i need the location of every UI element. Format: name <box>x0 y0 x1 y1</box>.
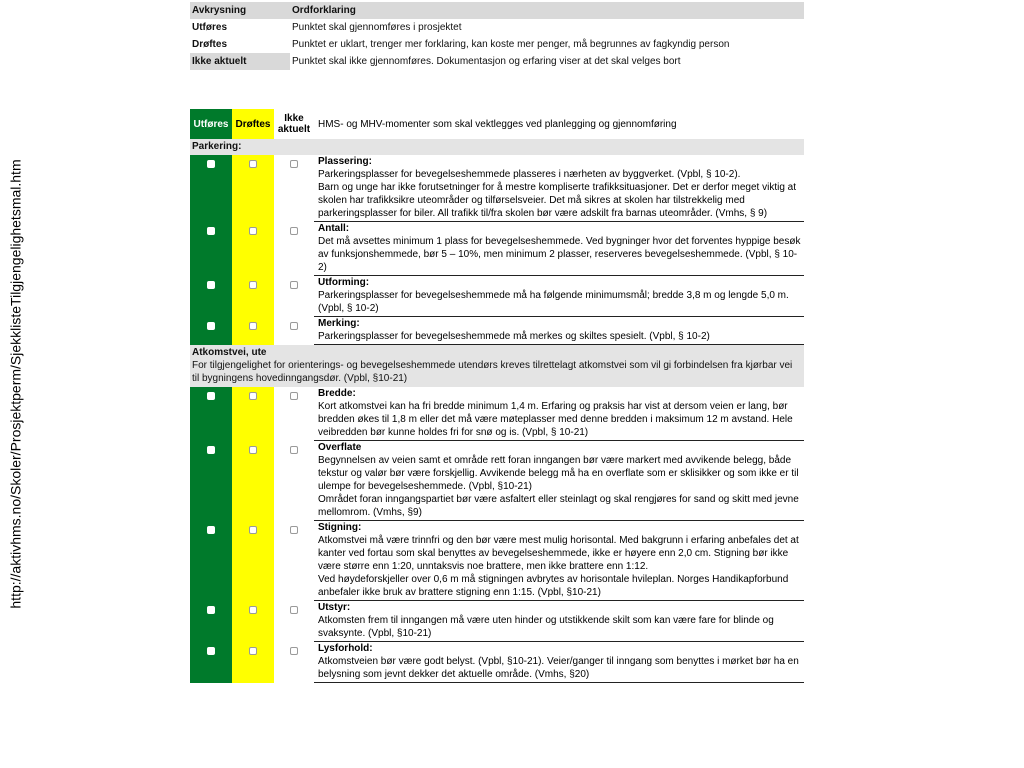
checklist-item <box>190 601 804 642</box>
section-header <box>190 345 804 387</box>
checkbox-droftes[interactable] <box>249 392 257 400</box>
checklist-main <box>190 109 804 683</box>
item-body: Kort atkomstvei kan ha fri bredde minimum 1,4 m. Erfaring og praksis har vist at dersom veien er lang, bør bredden økes til 1,8 m eller det må være møteplasser med denne bredden i maksimum 12 m avstand. Hele veibredden bør kunne holdes fri for snø og is. (Vpbl, § 10-21) <box>318 401 793 438</box>
cell-utfores <box>190 521 232 601</box>
cell-droftes <box>232 387 274 441</box>
checklist-item <box>190 276 804 317</box>
legend-def: Punktet skal ikke gjennomføres. Dokumentasjon og erfaring viser at det skal velges bort <box>292 56 681 67</box>
checklist-item <box>190 222 804 276</box>
checkbox-ikke-aktuelt[interactable] <box>290 160 298 168</box>
column-header-utfores: Utføres <box>190 109 232 139</box>
checkbox-ikke-aktuelt[interactable] <box>290 526 298 534</box>
cell-ikke-aktuelt <box>274 387 314 441</box>
checklist-item <box>190 441 804 521</box>
item-title: Merking: <box>318 318 360 329</box>
item-title: Plassering: <box>318 156 372 167</box>
section-title: Atkomstvei, ute <box>192 347 267 358</box>
cell-utfores <box>190 317 232 345</box>
cell-droftes <box>232 317 274 345</box>
cell-utfores <box>190 387 232 441</box>
checklist-item <box>190 387 804 441</box>
item-description <box>314 222 804 276</box>
cell-utfores <box>190 222 232 276</box>
checklist-sections <box>190 139 804 683</box>
checklist-item <box>190 155 804 222</box>
checkbox-utfores[interactable] <box>207 526 215 534</box>
cell-utfores <box>190 441 232 521</box>
cell-droftes <box>232 601 274 642</box>
checkbox-ikke-aktuelt[interactable] <box>290 446 298 454</box>
checkbox-ikke-aktuelt[interactable] <box>290 227 298 235</box>
item-title: Stigning: <box>318 522 362 533</box>
item-description <box>314 521 804 601</box>
checklist-item <box>190 317 804 345</box>
checkbox-utfores[interactable] <box>207 647 215 655</box>
cell-droftes <box>232 642 274 683</box>
column-header-droftes: Drøftes <box>232 109 274 139</box>
checkbox-droftes[interactable] <box>249 606 257 614</box>
item-body: Atkomstveien bør være godt belyst. (Vpbl, §10-21). Veier/ganger til inngang som benyttes i mørket bør ha en belysning som jevnt dekker det aktuelle område. (Vmhs, §20) <box>318 656 799 680</box>
legend-def: Punktet er uklart, trenger mer forklaring, kan koste mer penger, må begrunnes av fagkyndig person <box>292 39 730 50</box>
section-title: Parkering: <box>192 141 242 152</box>
section-header <box>190 139 804 155</box>
item-body: Atkomsten frem til inngangen må være uten hinder og utstikkende skilt som kan være fare for blinde og svaksynte. (Vpbl, §10-21) <box>318 615 774 639</box>
checkbox-ikke-aktuelt[interactable] <box>290 647 298 655</box>
item-title: Utstyr: <box>318 602 351 613</box>
checkbox-utfores[interactable] <box>207 392 215 400</box>
checkbox-droftes[interactable] <box>249 647 257 655</box>
item-body: Begynnelsen av veien samt et område rett foran inngangen bør være markert med avvikende belegg, både tekstur og valør bør være forskjellig. Avvikende belegg må ha en overflate som er sklisikker og som ikke er til ulempe for bevegelseshemmede. (Vpbl, §10-21) Området foran inngangspartiet bør være asfaltert eller steinlagt og skal rengjøres for sand og skitt med jevne mellomrom. (Vmhs, §9) <box>318 455 799 518</box>
item-title: Lysforhold: <box>318 643 373 654</box>
checkbox-utfores[interactable] <box>207 281 215 289</box>
cell-ikke-aktuelt <box>274 222 314 276</box>
cell-droftes <box>232 276 274 317</box>
column-header-row <box>190 109 804 139</box>
cell-ikke-aktuelt <box>274 521 314 601</box>
cell-utfores <box>190 276 232 317</box>
checkbox-droftes[interactable] <box>249 526 257 534</box>
source-url <box>4 0 28 768</box>
legend-row <box>190 53 804 70</box>
item-description <box>314 276 804 317</box>
legend-term: Utføres <box>192 22 228 33</box>
item-description <box>314 441 804 521</box>
checklist-item <box>190 642 804 683</box>
checkbox-droftes[interactable] <box>249 227 257 235</box>
item-description <box>314 155 804 222</box>
item-body: Parkeringsplasser for bevegelseshemmede må merkes og skiltes spesielt. (Vpbl, § 10-2) <box>318 331 710 342</box>
item-title: Utforming: <box>318 277 370 288</box>
legend-table <box>190 2 804 70</box>
checkbox-utfores[interactable] <box>207 160 215 168</box>
cell-ikke-aktuelt <box>274 441 314 521</box>
section-description: For tilgjengelighet for orienterings- og bevegelseshemmede utendørs kreves tilrettelagt atkomstvei som vil gi forbindelsen fra kjørbar vei til bygningens hovedinngangsdør. (Vpbl, §10-21) <box>192 360 793 384</box>
item-body: Atkomstvei må være trinnfri og den bør være mest mulig horisontal. Med bakgrunn i erfaring anbefales det at kanter ved fortau som skal benyttes av bevegelseshemmede, ikke er høyere enn 2,0 cm. Stigning bør ikke være større enn 1:20, unntaksvis noe brattere, men ikke brattere enn 1:12. Ved høydeforskjeller over 0,6 m må stigningen avbrytes av horisontale hvileplan. Norges Handikapforbund anbefaler ikke bruk av brattere stigning enn 1:15. (Vpbl, §10-21) <box>318 535 799 598</box>
checklist-document <box>190 2 804 683</box>
item-description <box>314 642 804 683</box>
item-description <box>314 601 804 642</box>
legend-term: Drøftes <box>192 39 228 50</box>
cell-droftes <box>232 441 274 521</box>
checkbox-utfores[interactable] <box>207 322 215 330</box>
legend-row <box>190 19 804 36</box>
checkbox-droftes[interactable] <box>249 446 257 454</box>
cell-utfores <box>190 155 232 222</box>
cell-utfores <box>190 642 232 683</box>
checkbox-utfores[interactable] <box>207 446 215 454</box>
checkbox-utfores[interactable] <box>207 606 215 614</box>
checklist-item <box>190 521 804 601</box>
cell-droftes <box>232 521 274 601</box>
item-body: Parkeringsplasser for bevegelseshemmede plasseres i nærheten av byggverket. (Vpbl, § 10-2). Barn og unge har ikke forutsetninger for å mestre kompliserte trafikksituasjoner. Det er derfor meget viktig at skolen har trafikksikre uteområder og tilførselsveier. Det må sikres at skolen har tilstrekkelig med parkeringsplasser for biler. All trafikk til/fra skolen bør være adskilt fra barnas uteområder. (Vmhs, § 9) <box>318 169 796 219</box>
checkbox-droftes[interactable] <box>249 160 257 168</box>
checkbox-droftes[interactable] <box>249 322 257 330</box>
column-header-ikke-aktuelt: Ikke aktuelt <box>274 109 314 139</box>
item-title: Antall: <box>318 223 350 234</box>
cell-ikke-aktuelt <box>274 276 314 317</box>
column-header-description: HMS- og MHV-momenter som skal vektlegges ved planlegging og gjennomføring <box>314 109 804 139</box>
legend-header-term: Avkrysning <box>190 2 290 19</box>
legend-row <box>190 36 804 53</box>
checkbox-droftes[interactable] <box>249 281 257 289</box>
cell-ikke-aktuelt <box>274 601 314 642</box>
cell-ikke-aktuelt <box>274 317 314 345</box>
source-url-text: http://aktivhms.no/Skoler/Prosjektperm/SjekklisteTilgjengelighetsmal.htm <box>8 159 24 609</box>
checkbox-utfores[interactable] <box>207 227 215 235</box>
cell-utfores <box>190 601 232 642</box>
cell-droftes <box>232 155 274 222</box>
cell-ikke-aktuelt <box>274 642 314 683</box>
cell-droftes <box>232 222 274 276</box>
item-title: Bredde: <box>318 388 356 399</box>
legend-header-def: Ordforklaring <box>290 2 804 19</box>
item-description <box>314 317 804 345</box>
item-title: Overflate <box>318 442 362 453</box>
cell-ikke-aktuelt <box>274 155 314 222</box>
item-description <box>314 387 804 441</box>
legend-header-row <box>190 2 804 19</box>
checkbox-ikke-aktuelt[interactable] <box>290 606 298 614</box>
item-body: Parkeringsplasser for bevegelseshemmede må ha følgende minimumsmål; bredde 3,8 m og lengde 5,0 m. (Vpbl, § 10-2) <box>318 290 789 314</box>
checkbox-ikke-aktuelt[interactable] <box>290 322 298 330</box>
checkbox-ikke-aktuelt[interactable] <box>290 281 298 289</box>
item-body: Det må avsettes minimum 1 plass for bevegelseshemmede. Ved bygninger hvor det forventes hyppige besøk av funksjonshemmede, bør 5 – 10%, men minimum 2 plasser, reserveres bevegelseshemmede. (Vpbl, § 10-2) <box>318 236 801 273</box>
checkbox-ikke-aktuelt[interactable] <box>290 392 298 400</box>
legend-term: Ikke aktuelt <box>190 53 290 70</box>
legend-def: Punktet skal gjennomføres i prosjektet <box>292 22 462 33</box>
